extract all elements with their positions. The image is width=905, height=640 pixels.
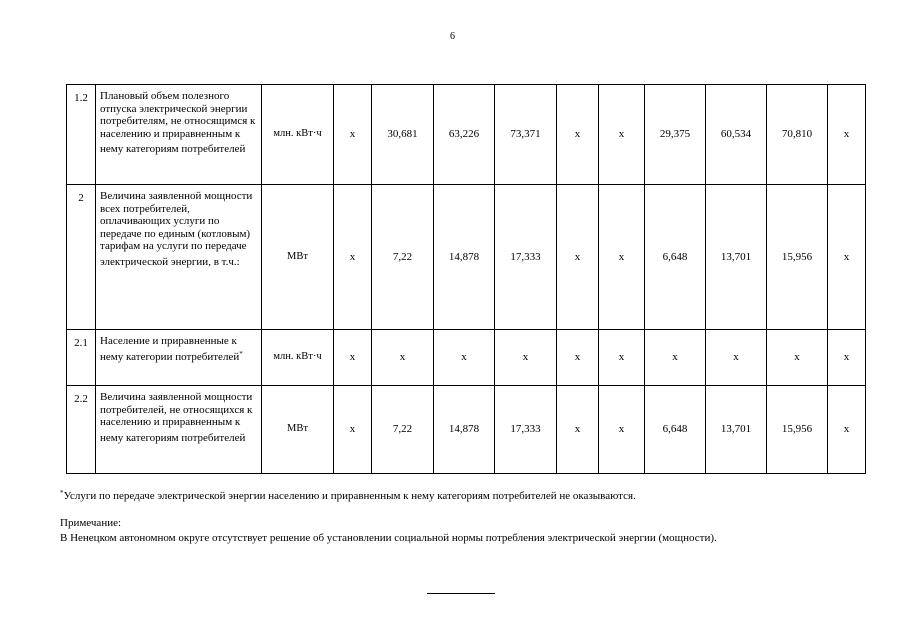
table-cell: х (828, 386, 866, 474)
table-cell: х (828, 185, 866, 330)
table-cell: х (828, 85, 866, 185)
table-row (67, 330, 866, 386)
table-cell: х (495, 330, 557, 386)
table-row (67, 185, 866, 330)
table-cell: х (645, 330, 706, 386)
table-cell: 6,648 (645, 386, 706, 474)
table-row (67, 386, 866, 474)
table-cell: х (557, 185, 599, 330)
table-cell: х (434, 330, 495, 386)
footnote-marker: * (60, 489, 64, 497)
table-cell: 30,681 (372, 85, 434, 185)
row-number: 2.2 (67, 386, 96, 474)
footnote (60, 489, 636, 502)
table-cell: 17,333 (495, 185, 557, 330)
table-cell: 63,226 (434, 85, 495, 185)
table-cell: 7,22 (372, 386, 434, 474)
row-description: Население и приравненные к нему категории потребителей* (96, 330, 262, 386)
data-table (66, 84, 866, 474)
table-cell: 70,810 (767, 85, 828, 185)
table-cell: х (599, 386, 645, 474)
row-description: Величина заявленной мощности всех потребителей, оплачивающих услуги по передаче по единым (котловым) тарифам на услуги по передаче электрической энергии, в т.ч.: (96, 185, 262, 330)
table-cell: 7,22 (372, 185, 434, 330)
table-cell: х (828, 330, 866, 386)
table-cell: х (706, 330, 767, 386)
table-cell: х (599, 85, 645, 185)
table-cell: 15,956 (767, 185, 828, 330)
table-cell: 60,534 (706, 85, 767, 185)
table-cell: 13,701 (706, 386, 767, 474)
note-title: Примечание: (60, 517, 122, 529)
table-row (67, 85, 866, 185)
table-cell: 17,333 (495, 386, 557, 474)
table-cell: х (334, 330, 372, 386)
table-cell: х (557, 85, 599, 185)
row-number: 1.2 (67, 85, 96, 185)
row-unit: МВт (262, 185, 334, 330)
table-cell: 29,375 (645, 85, 706, 185)
row-number: 2 (67, 185, 96, 330)
table-cell: х (334, 85, 372, 185)
table-cell: х (372, 330, 434, 386)
page-number: 6 (450, 31, 455, 42)
table-cell: 6,648 (645, 185, 706, 330)
separator-line (427, 593, 495, 594)
table-cell: х (557, 330, 599, 386)
row-unit: млн. кВт·ч (262, 330, 334, 386)
row-description: Величина заявленной мощности потребителей, не относящихся к населению и приравненным к нему категориям потребителей (96, 386, 262, 474)
footnote-text: Услуги по передаче электрической энергии населению и приравненным к нему категориям потребителей не оказываются. (63, 490, 636, 502)
table-cell: 14,878 (434, 386, 495, 474)
table-cell: х (557, 386, 599, 474)
row-unit: млн. кВт·ч (262, 85, 334, 185)
row-number: 2.1 (67, 330, 96, 386)
table-cell: х (599, 185, 645, 330)
table-cell: х (599, 330, 645, 386)
table-cell: 73,371 (495, 85, 557, 185)
note-text: В Ненецком автономном округе отсутствует решение об установлении социальной нормы потребления электрической энергии (мощности). (60, 532, 717, 544)
table-cell: х (767, 330, 828, 386)
table-cell: 15,956 (767, 386, 828, 474)
table-cell: 14,878 (434, 185, 495, 330)
row-description: Плановый объем полезного отпуска электрической энергии потребителям, не относящимся к населению и приравненным к нему категориям потребителей (96, 85, 262, 185)
row-unit: МВт (262, 386, 334, 474)
table-body (67, 85, 866, 474)
table-cell: х (334, 386, 372, 474)
table-cell: х (334, 185, 372, 330)
table-cell: 13,701 (706, 185, 767, 330)
